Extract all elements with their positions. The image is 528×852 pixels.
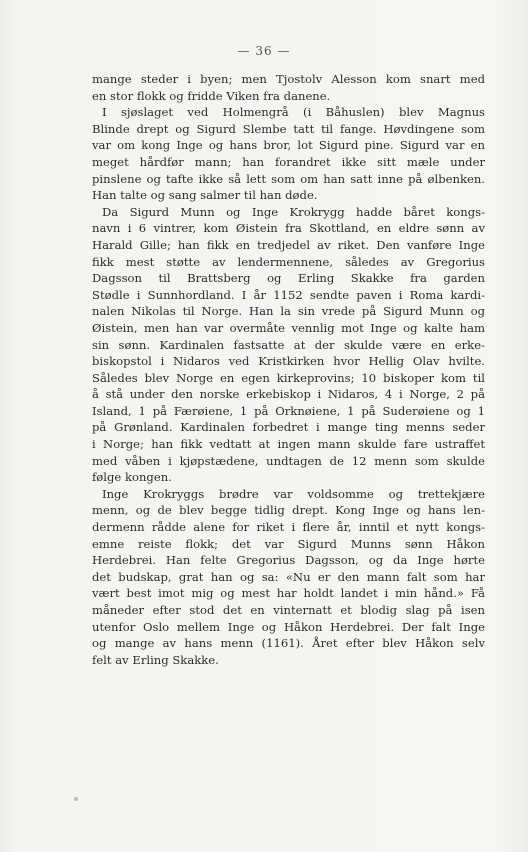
text-line: sin sønn. Kardinalen fastsatte at der skulde være en erke- [92,337,485,352]
text-line: mange steder i byen; men Tjostolv Alesson kom snart med [92,72,485,86]
text-line: Han talte og sang salmer til han døde. [92,188,318,203]
text-line: på Grønland. Kardinalen forbedret i mange ting menns seder [92,420,485,435]
text-line: Herdebrei. Han felte Gregorius Dagsson, og da Inge hørte [92,553,485,568]
text-line: Island, 1 på Færøiene, 1 på Orknøiene, 1 på Suderøiene og 1 [92,403,485,418]
text-line: I sjøslaget ved Holmengrå (i Båhuslen) blev Magnus [102,105,485,120]
text-line: Da Sigurd Munn og Inge Krokrygg hadde båret kongs- [102,204,485,219]
text-line: felt av Erling Skakke. [92,652,219,667]
text-line: emne reiste flokk; det var Sigurd Munns sønn Håkon [92,536,485,551]
paragraph [92,71,485,104]
text-line: måneder efter stod det en vinternatt et blodig slag på isen [92,603,485,617]
text-line: i Norge; han fikk vedtatt at ingen mann skulde fare ustraffet [92,437,485,452]
text-line: Stødle i Sunnhordland. I år 1152 sendte paven i Roma kardi- [92,287,485,302]
paragraph [92,104,485,204]
text-line: følge kongen. [92,470,172,485]
text-line: nalen Nikolas til Norge. Han la sin vrede på Sigurd Munn og [92,304,485,319]
paragraph [92,486,485,669]
text-line: var om kong Inge og hans bror, lot Sigurd pine. Sigurd var en [92,138,485,153]
text-line: å stå under den norske erkebiskop i Nidaros, 4 i Norge, 2 på [92,387,485,402]
text-line: Inge Krokryggs brødre var voldsomme og trettekjære [102,486,485,501]
text-line: vært best imot mig og mest har holdt landet i min hånd.» Få [92,586,485,601]
text-line: menn, og de blev begge tidlig drept. Kong Inge og hans len- [92,503,485,518]
text-line: det budskap, grat han og sa: «Nu er den mann falt som har [92,569,485,584]
text-line: utenfor Oslo mellem Inge og Håkon Herdebrei. Der falt Inge [92,619,485,634]
text-line: navn i 6 vintrer, kom Øistein fra Skottland, en eldre sønn av [92,221,485,236]
page-number: — 36 — [237,44,291,58]
text-line: Øistein, men han var overmåte vennlig mot Inge og kalte ham [92,320,485,335]
text-line: dermenn rådde alene for riket i flere år, inntil et nytt kongs- [92,520,485,535]
text-line: Harald Gille; han fikk en tredjedel av riket. Den vanføre Inge [92,237,485,252]
text-line: biskopstol i Nidaros ved Kristkirken hvor Hellig Olav hvilte. [92,354,485,369]
text-line: Dagsson til Brattsberg og Erling Skakke fra garden [92,271,485,286]
body-text [92,71,485,668]
text-line: fikk mest støtte av lendermennene, således av Gregorius [92,254,485,269]
text-line: pinslene og tafte ikke så lett som om han satt inne på ølbenken. [92,171,485,186]
paper-speck [74,797,78,801]
text-line: en stor flokk og fridde Viken fra danene. [92,88,331,103]
text-line: meget hårdfør mann; han forandret ikke sitt mæle under [92,154,485,169]
text-line: med våben i kjøpstædene, undtagen de 12 menn som skulde [92,453,485,468]
paragraph [92,204,485,486]
text-line: Således blev Norge en egen kirkeprovins; 10 biskoper kom til [92,370,485,385]
text-line: Blinde drept og Sigurd Slembe tatt til fange. Høvdingene som [92,121,485,136]
text-line: og mange av hans menn (1161). Året efter blev Håkon selv [92,636,485,651]
